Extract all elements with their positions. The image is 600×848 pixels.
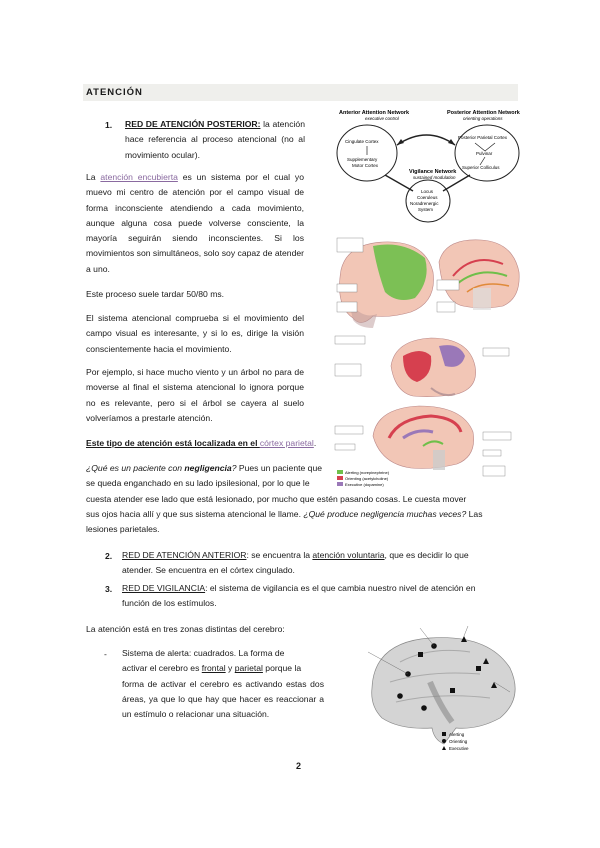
svg-text:Alerting: Alerting bbox=[449, 732, 465, 737]
svg-text:Vigilance Network: Vigilance Network bbox=[409, 169, 457, 175]
item-3-title: RED DE VIGILANCIA bbox=[122, 583, 206, 593]
alerting-marker bbox=[418, 652, 423, 657]
svg-text:Superior Colliculus: Superior Colliculus bbox=[462, 165, 500, 170]
alerting-marker bbox=[476, 666, 481, 671]
paragraph-sistema: El sistema atencional comprueba si el movimiento del campo visual es interesante, y si lo es, dirige la visión conscientemente hacia el movimiento. bbox=[86, 313, 304, 354]
svg-text:Cingulate Cortex: Cingulate Cortex bbox=[345, 139, 379, 144]
brain-medial-pathways bbox=[439, 240, 519, 310]
svg-text:Pulvinar: Pulvinar bbox=[476, 151, 493, 156]
svg-text:Coeruleus: Coeruleus bbox=[417, 195, 438, 200]
paragraph-negligencia: ¿Qué es un paciente con negligencia? Pues un paciente que se queda enganchado en su lado ipsilesional, por lo que le cuesta atender ese lado que está lesionado, por mucho que estén pasando cosas. Le cuesta mover sus ojos hacia allí y que sus sistema atencional le llame. ¿Qué produce negligencia muchas veces? Las lesiones parietales. bbox=[86, 463, 483, 535]
paragraph-zonas: La atención está en tres zonas distintas del cerebro: bbox=[86, 624, 285, 634]
svg-text:Alerting (norepinephrine): Alerting (norepinephrine) bbox=[345, 470, 390, 475]
svg-text:Orienting: Orienting bbox=[449, 739, 468, 744]
alerting-marker bbox=[450, 688, 455, 693]
section-header bbox=[83, 84, 518, 101]
svg-text:Posterior Attention Network: Posterior Attention Network bbox=[447, 110, 520, 116]
brain-outline bbox=[372, 638, 515, 744]
svg-text:System: System bbox=[418, 207, 434, 212]
bullet-alerta: Sistema de alerta: cuadrados. La forma de activar el cerebro es frontal y parietal porque la forma de activar el cerebro es activando estas dos áreas, ya que lo que hay que hacer es reaccionar a un estímulo o relacionar una situación. bbox=[122, 648, 324, 720]
item-2-paragraph: RED DE ATENCIÓN ANTERIOR: se encuentra la atención voluntaria, que es decidir lo que atender. Se encuentra en el córtex cingulado. bbox=[122, 550, 469, 576]
svg-text:executive control: executive control bbox=[365, 116, 399, 121]
paragraph-tarda: Este proceso suele tardar 50/80 ms. bbox=[86, 289, 225, 299]
connection-arrow bbox=[397, 135, 455, 145]
paragraph-ejemplo: Por ejemplo, si hace mucho viento y un árbol no para de moverse al final el sistema atencional lo ignora porque no es relevante, pero si el árbol se cayera al suelo volveríamos a prestarle atención. bbox=[86, 367, 304, 423]
item-3-paragraph: RED DE VIGILANCIA: el sistema de vigilancia es el que cambia nuestro nivel de atención en función de los estímulos. bbox=[122, 583, 476, 609]
list-number-3: 3. bbox=[105, 584, 113, 594]
bullet-dash: - bbox=[104, 649, 107, 659]
orienting-marker bbox=[397, 693, 403, 699]
page-number: 2 bbox=[296, 761, 302, 771]
item-2-title: RED DE ATENCIÓN ANTERIOR bbox=[122, 550, 247, 560]
svg-text:Executive: Executive bbox=[449, 746, 469, 751]
svg-text:sustained modulation: sustained modulation bbox=[413, 175, 456, 180]
item-1-paragraph: RED DE ATENCIÓN POSTERIOR: la atención hace referencia al proceso atencional (no al movimiento ocular). bbox=[125, 119, 305, 160]
orienting-marker bbox=[421, 705, 427, 711]
svg-text:Orienting (acetylcholine): Orienting (acetylcholine) bbox=[345, 476, 389, 481]
item-1-title: RED DE ATENCIÓN POSTERIOR: bbox=[125, 119, 261, 129]
brain-networks-figure bbox=[333, 232, 523, 488]
svg-text:orienting operations: orienting operations bbox=[463, 116, 503, 121]
link-atencion-encubierta[interactable]: atención encubierta bbox=[100, 172, 178, 182]
svg-text:Executive (dopamine): Executive (dopamine) bbox=[345, 482, 384, 487]
paragraph-encubierta: La atención encubierta es un sistema por el cual yo muevo mi centro de atención por el campo visual de forma inconsciente atendiendo a cada movimiento, aunque alguna cosa puede volverse consciente, la mayoría seguirán siendo inconscientes. Si los movimientos son simultáneos, solo soy capaz de atender a uno. bbox=[86, 172, 304, 274]
list-number-2: 2. bbox=[105, 551, 113, 561]
attention-networks-diagram bbox=[335, 103, 523, 225]
section-title: ATENCIÓN bbox=[86, 87, 143, 98]
svg-text:Supplementary: Supplementary bbox=[347, 157, 378, 162]
svg-text:Locus: Locus bbox=[421, 189, 434, 194]
svg-text:Anterior Attention Network: Anterior Attention Network bbox=[339, 110, 410, 116]
atencion-voluntaria: atención voluntaria bbox=[312, 550, 385, 560]
link-cortex-parietal[interactable]: córtex parietal bbox=[259, 438, 314, 448]
paragraph-localizada: Este tipo de atención está localizada en el córtex parietal. bbox=[86, 438, 317, 448]
list-number-1: 1. bbox=[105, 120, 113, 130]
svg-text:Motor Cortex: Motor Cortex bbox=[352, 163, 379, 168]
brain-grayscale-figure bbox=[360, 622, 530, 756]
brain-medial-cingulate bbox=[373, 406, 474, 470]
brain-lateral-red-purple bbox=[391, 338, 476, 397]
svg-text:Noradrenergic: Noradrenergic bbox=[410, 201, 439, 206]
svg-text:Posterior Parietal Cortex: Posterior Parietal Cortex bbox=[458, 135, 508, 140]
